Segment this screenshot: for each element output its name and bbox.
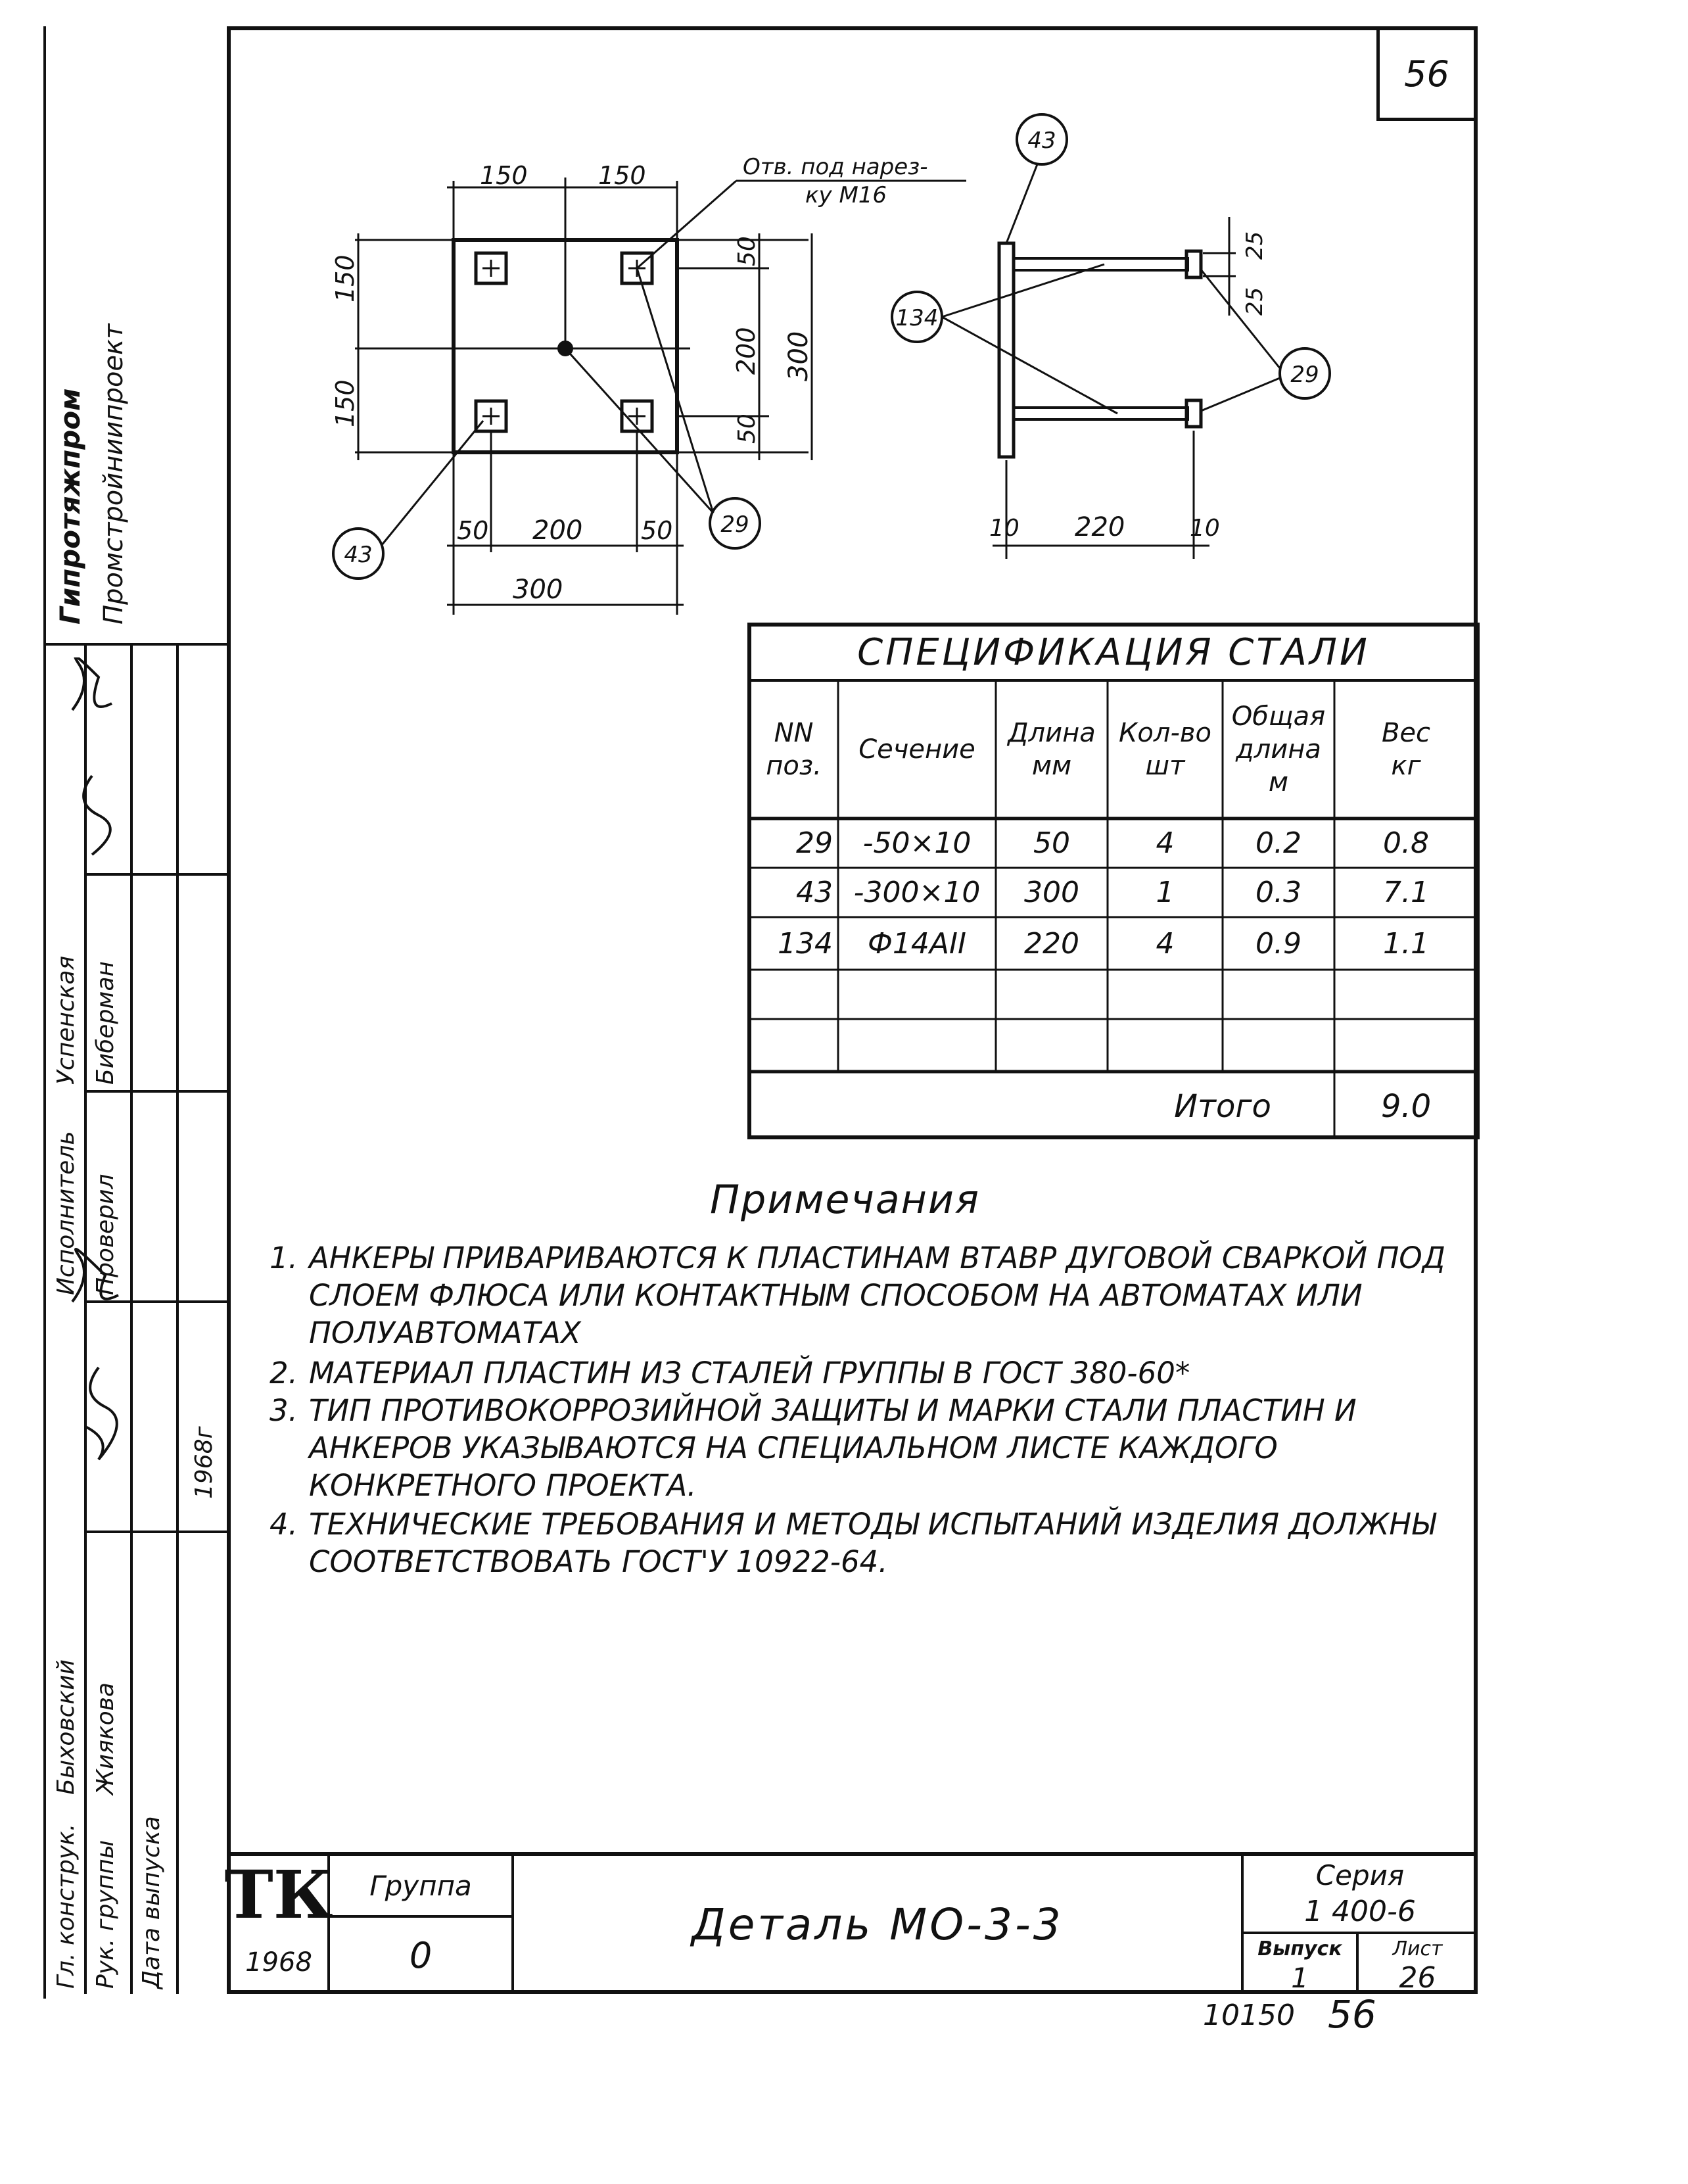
note-2-text: МАТЕРИАЛ ПЛАСТИН ИЗ СТАЛЕЙ ГРУППЫ В ГОСТ 380-60* [309,1356,1190,1390]
note-1-text: АНКЕРЫ ПРИВАРИВАЮТСЯ К ПЛАСТИНАМ ВТАВР ДУГОВОЙ СВАРКОЙ ПОД СЛОЕМ ФЛЮСА ИЛИ КОНТАКТНЫМ СПОСОБОМ НА АВТОМАТАХ ИЛИ ПОЛУАВТОМАТАХ [309,1241,1445,1350]
note-3-text: ТИП ПРОТИВОКОРРОЗИЙНОЙ ЗАЩИТЫ И МАРКИ СТАЛИ ПЛАСТИН И АНКЕРОВ УКАЗЫВАЮТСЯ НА СПЕЦИАЛЬНОМ ЛИСТЕ КАЖДОГО КОНКРЕТНОГО ПРОЕКТА. [309,1393,1357,1503]
dim-side-25b: 25 [1242,287,1268,316]
note-1 [270,1239,1453,1352]
spec-header-total-length-l3: м [1268,767,1289,797]
signature-1 [72,657,112,710]
issue-label: Выпуск [1257,1937,1342,1960]
dim-side-220: 220 [1075,512,1125,542]
footer-page: 56 [1328,1992,1376,2037]
sheet-value: 26 [1399,1960,1436,1995]
issue-value: 1 [1291,1961,1309,1994]
note-4-text: ТЕХНИЧЕСКИЕ ТРЕБОВАНИЯ И МЕТОДЫ ИСПЫТАНИЙ ИЗДЕЛИЯ ДОЛЖНЫ СООТВЕТСТВОВАТЬ ГОСТ'У 10922-64. [309,1507,1436,1579]
spec-row3-weight: 1.1 [1383,926,1429,961]
dim-bottom-overall: 300 [513,575,563,605]
note-1-number: 1. [270,1241,298,1275]
dim-side-25a: 25 [1242,231,1268,260]
stamp-name-biberman: Биберман [92,961,119,1085]
spec-row2-length: 300 [1024,876,1079,909]
spec-header-length-l1: Длина [1008,718,1096,748]
detail-name: Деталь МО-3-3 [692,1899,1064,1950]
spec-row1-qty: 4 [1156,826,1175,860]
spec-total-label: Итого [1174,1087,1271,1125]
spec-header-weight-l2: кг [1391,751,1421,781]
note-4 [270,1506,1453,1580]
spec-row1-total-length: 0.2 [1255,826,1301,860]
signature-4 [85,1367,117,1460]
spec-row1-section: -50×10 [862,826,972,860]
spec-row2-qty: 1 [1156,876,1175,909]
note-2-number: 2. [270,1356,298,1390]
notes-title: Примечания [710,1177,980,1223]
spec-header-length [996,684,1108,815]
stamp-role-checked: Проверил [92,1174,119,1295]
series-label: Серия [1315,1859,1405,1891]
spec-table-title: СПЕЦИФИКАЦИЯ СТАЛИ [857,631,1370,674]
stamp-name-bykhovsky: Быховский [53,1659,80,1795]
stamp-role-group-head: Рук. группы [92,1840,119,1989]
spec-header-weight [1334,684,1478,815]
hole-note-line2: ку М16 [805,182,887,208]
tk-logo-year: 1968 [245,1947,312,1978]
spec-header-section-l1: Сечение [858,734,975,765]
spec-row3-pos: 134 [778,926,833,961]
stamp-role-release-date: Дата выпуска [138,1816,165,1989]
callout-29-side: 29 [1290,362,1319,388]
spec-row2-section: -300×10 [853,876,981,909]
spec-row3-length: 220 [1024,926,1079,961]
dim-right-overall: 300 [784,331,814,381]
hole-note-line1: Отв. под нарез- [743,154,928,180]
signature-2 [83,776,110,855]
spec-header-qty [1108,684,1223,815]
spec-row1-weight: 0.8 [1383,826,1429,860]
dim-bottom-2: 200 [532,515,583,546]
footer-code: 10150 [1203,1999,1295,2032]
spec-header-pos-l2: поз. [766,751,822,781]
dim-bottom-3: 50 [641,516,673,545]
callout-43-side: 43 [1027,128,1056,154]
callout-43-plan: 43 [344,542,373,568]
dim-right-1: 50 [734,236,761,266]
group-label: Группа [369,1870,472,1902]
dim-side-10b: 10 [1190,515,1220,542]
sheet-label: Лист [1392,1937,1443,1960]
dim-top-2: 150 [598,161,646,190]
spec-header-total-length-l2: длина [1236,734,1321,765]
dim-bottom-1: 50 [457,516,489,545]
series-value: 1 400-6 [1304,1894,1416,1928]
spec-header-qty-l2: шт [1145,751,1185,781]
spec-total-value: 9.0 [1380,1087,1432,1125]
stamp-year: 1968г [191,1426,218,1499]
note-4-number: 4. [270,1507,298,1542]
dim-right-2: 200 [732,327,761,375]
dim-right-3: 50 [734,414,761,444]
callout-134-side: 134 [895,305,939,331]
spec-row2-total-length: 0.3 [1255,876,1301,909]
signature-marks [53,657,131,1512]
stamp-role-chief-designer: Гл. конструк. [53,1823,80,1989]
dim-left-2: 150 [331,379,360,427]
note-3 [270,1392,1453,1504]
note-2 [270,1354,1453,1392]
spec-header-length-l2: мм [1031,751,1072,781]
spec-row1-length: 50 [1033,826,1070,860]
note-3-number: 3. [270,1393,298,1428]
spec-header-weight-l1: Вес [1381,718,1431,748]
stamp-name-zhiyakova: Жиякова [92,1682,119,1795]
dim-top-1: 150 [480,161,528,190]
spec-row3-section: Ф14АII [868,926,966,961]
callout-29-plan: 29 [720,511,749,538]
dim-side-10a: 10 [989,515,1020,542]
stamp-org2: Промстройниипроект [99,323,129,625]
dim-left-1: 150 [331,254,360,302]
spec-row2-pos: 43 [796,876,833,909]
signature-3 [72,1249,118,1302]
tk-logo: ТК [224,1856,333,1934]
spec-header-total-length-l1: Общая [1231,701,1326,732]
spec-header-pos [749,684,838,815]
spec-header-section [838,684,996,815]
stamp-name-uspenskaya: Успенская [53,955,80,1085]
spec-row3-total-length: 0.9 [1255,926,1301,961]
spec-row3-qty: 4 [1156,926,1175,961]
sheet-number: 56 [1376,30,1474,121]
spec-header-total-length [1223,684,1334,815]
spec-header-pos-l1: NN [774,718,814,748]
stamp-org1: Гипротяжпром [54,388,86,625]
spec-row1-pos: 29 [796,826,833,860]
group-value: 0 [409,1934,433,1976]
spec-row2-weight: 7.1 [1383,876,1429,909]
stamp-role-performer: Исполнитель [53,1131,80,1295]
spec-header-qty-l1: Кол-во [1119,718,1211,748]
